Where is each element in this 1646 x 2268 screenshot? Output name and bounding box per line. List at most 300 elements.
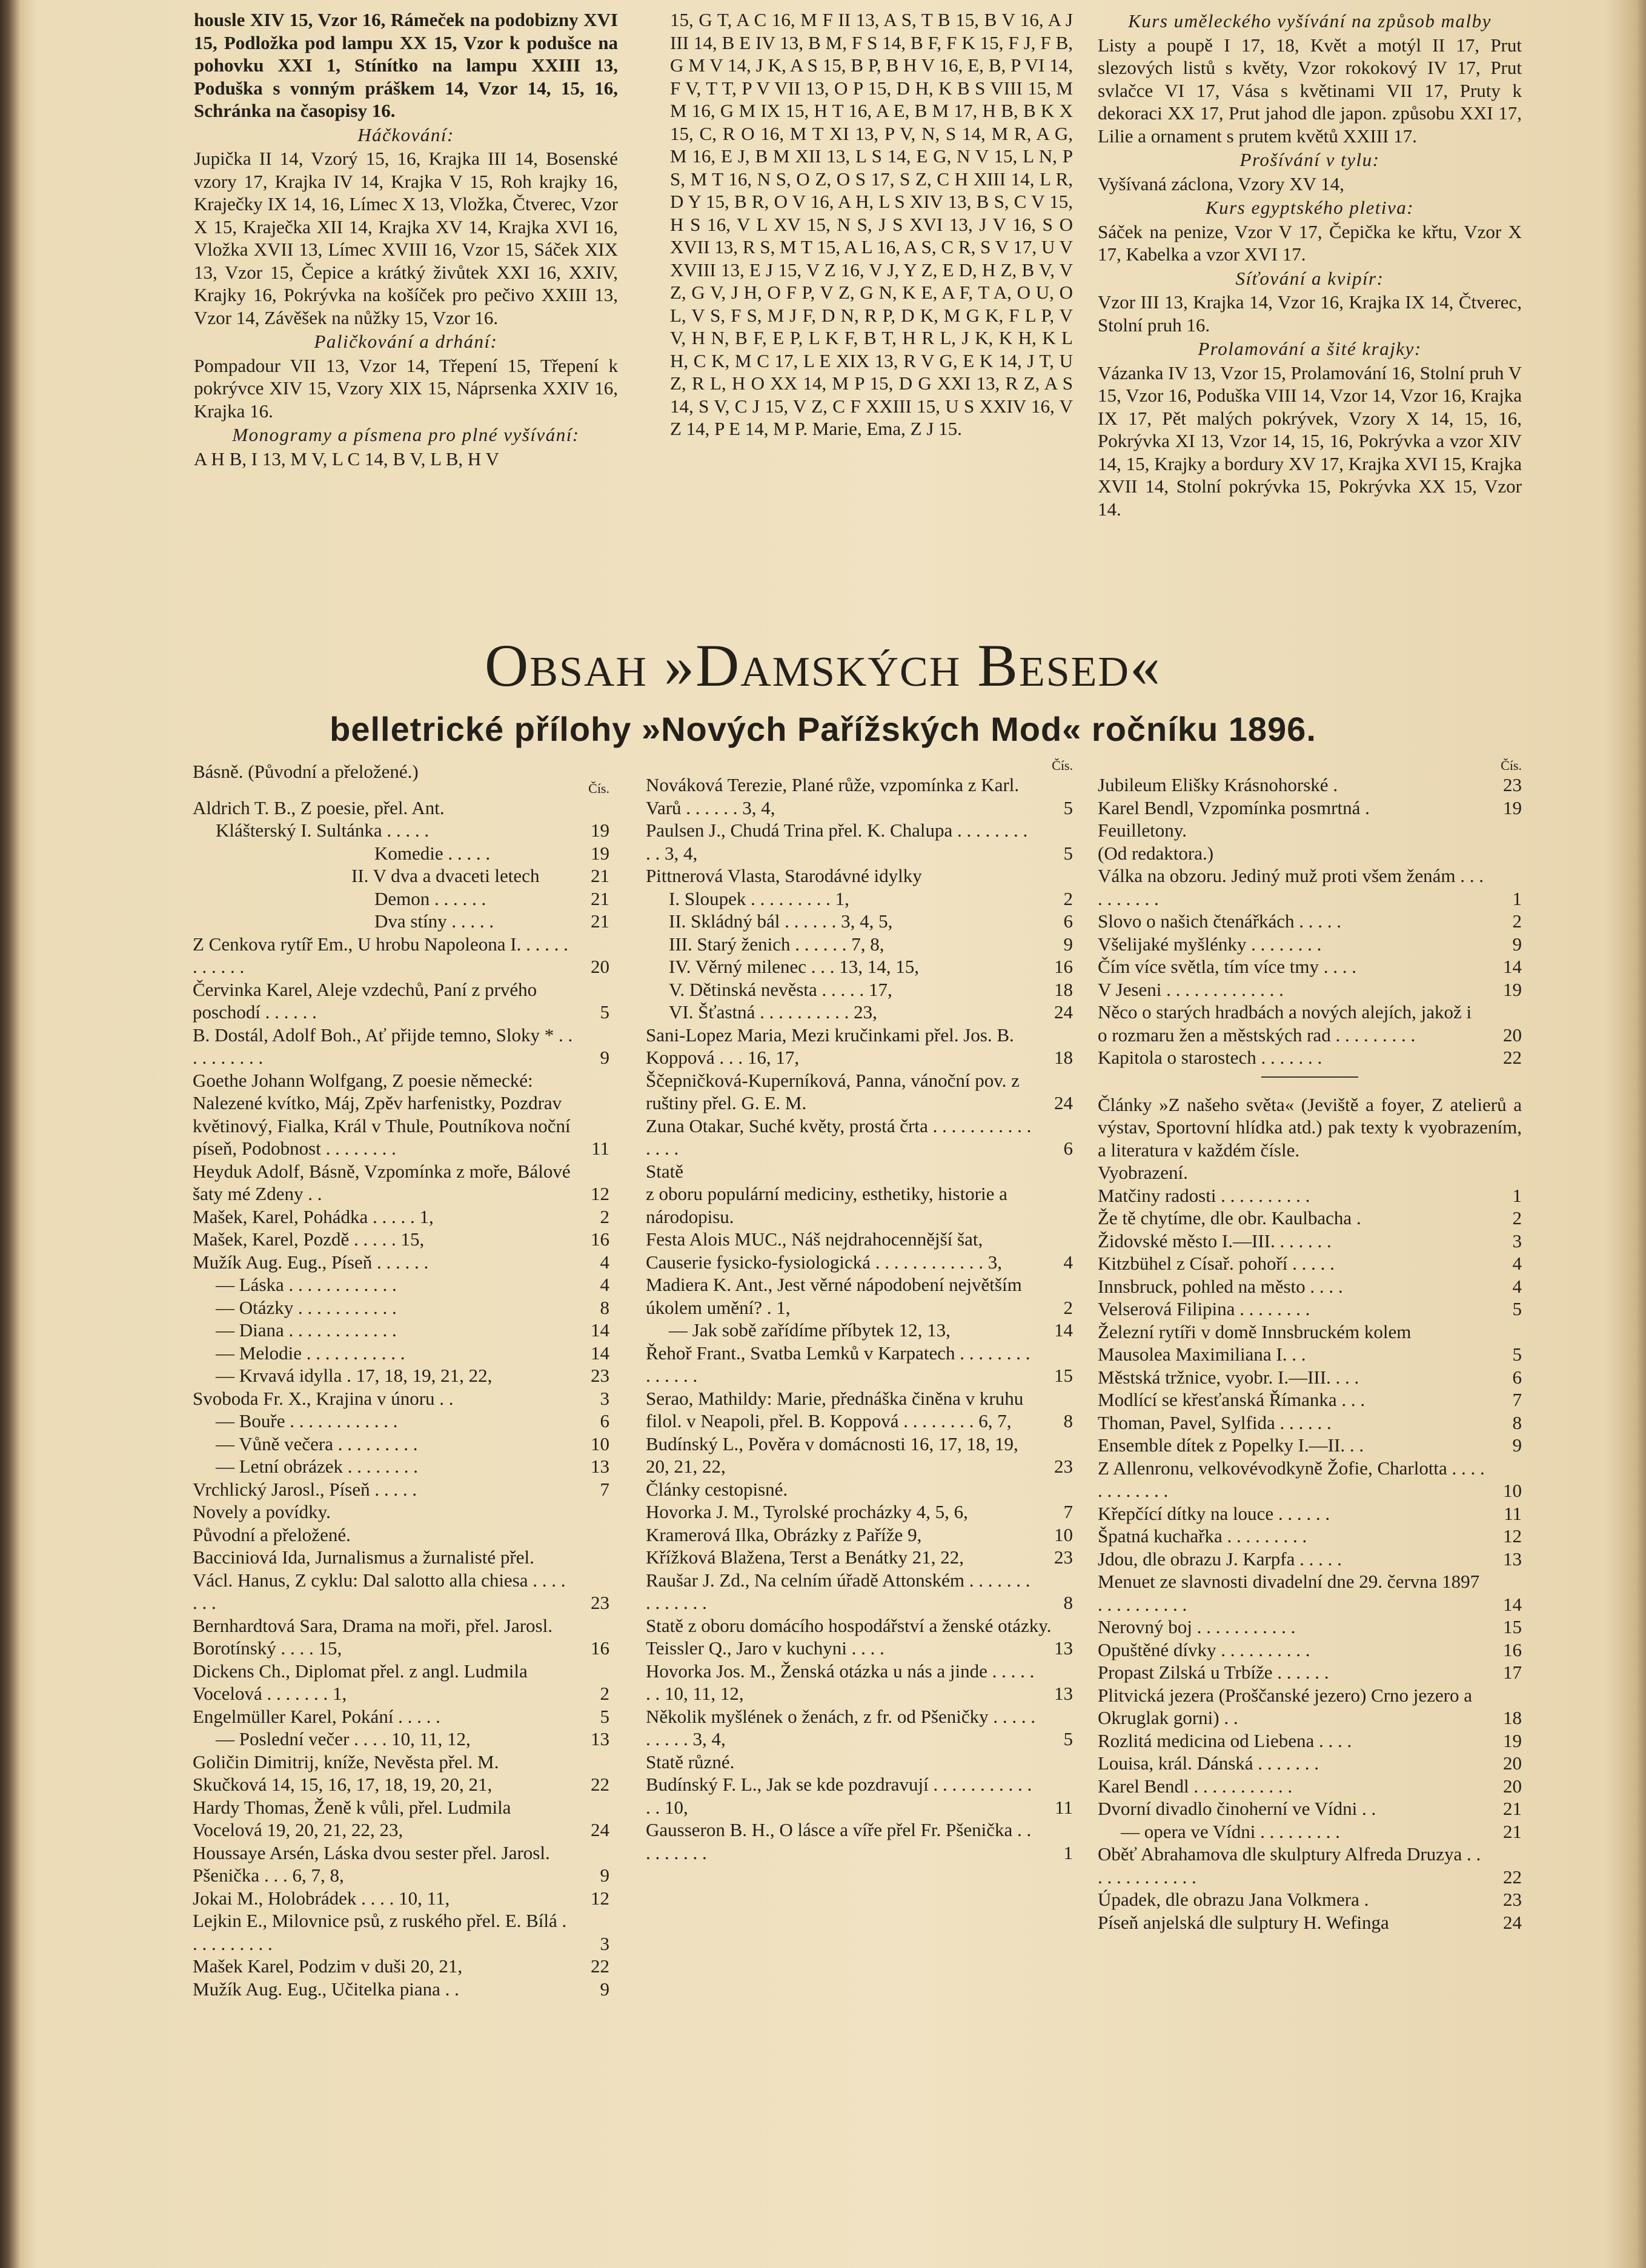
toc-entry-number: 20 — [1503, 1775, 1522, 1797]
toc-entry-title: Hovorka Jos. M., Ženská otázka u nás a jinde . . . . . . . 10, 11, 12, — [646, 1660, 1035, 1704]
toc-entry — [193, 910, 609, 933]
section-heading: Paličkování a drhání: — [314, 331, 498, 352]
toc-entry-number: 10 — [1054, 1524, 1073, 1545]
toc-entry-title: Dvorní divadlo činoherní ve Vídni . . — [1098, 1798, 1376, 1819]
toc-entry-title: IV. Věrný milenec . . . 13, 14, 15, — [669, 956, 919, 977]
paragraph: Jupička II 14, Vzorý 15, 16, Krajka III 14, Bosenské vzory 17, Krajka IV 14, Krajka V 15, Roh krajky 16, Kraječky IX 14, 16, Límec X 13, Vložka, Čtverec, Vzor X 15, Kraječka XII 14, Krajka XV 14, Krajka XVI 16, Vložka XVII 13, Límec XVIII 16, Vzor 15, Sáček XIX 13, Vzor 15, Čepice a krátký živůtek XXI 16, XXIV, Krajky 16, Pokrývka na košíček pro pečivo XXIII 13, Vzor 14, Závěšek na nůžky 15, Vzor 16. — [194, 148, 618, 328]
toc-entry-number: 1 — [1512, 1184, 1522, 1206]
toc-entry — [1098, 1207, 1522, 1230]
toc-entry-number: 9 — [1512, 933, 1522, 955]
toc-entry-number: 8 — [1063, 1592, 1073, 1613]
toc-entry-number: 21 — [591, 910, 609, 932]
toc-entry-number: 5 — [1063, 1728, 1073, 1749]
toc-entry — [1098, 1298, 1522, 1321]
toc-entry — [646, 1569, 1073, 1614]
toc-entry-title: — Krvavá idylla . 17, 18, 19, 21, 22, — [216, 1365, 493, 1386]
toc-entry — [1098, 1252, 1522, 1275]
toc-entry-title: Pittnerová Vlasta, Starodávné idylky — [646, 865, 922, 886]
toc-entry-number: 23 — [591, 1365, 609, 1386]
divider — [1261, 1076, 1358, 1078]
toc-entry-number: 8 — [1063, 1410, 1073, 1431]
toc-entry — [1098, 1820, 1522, 1843]
toc-entry-title: II. Skládný bál . . . . . . 3, 4, 5, — [669, 910, 893, 932]
toc-entry-number: 24 — [1054, 1001, 1073, 1023]
toc-entry — [1098, 1275, 1522, 1298]
toc-entry — [193, 1978, 609, 2001]
toc-entry-title: Louisa, král. Dánská . . . . . . . — [1098, 1752, 1319, 1774]
toc-entry-title: Řehoř Frant., Svatba Lemků v Karpatech . . . . . . . . . . . . . . — [646, 1342, 1030, 1386]
toc-entry-title: Kramerová Ilka, Obrázky z Paříže 9, — [646, 1524, 922, 1545]
toc-entry-number: 21 — [1503, 1820, 1522, 1842]
toc-entry-title: Jokai M., Holobrádek . . . . 10, 11, — [193, 1887, 450, 1909]
toc-entry-number: 13 — [1503, 1548, 1522, 1570]
toc-entry-number: 17 — [1503, 1662, 1522, 1683]
toc-entry — [1098, 1525, 1522, 1548]
toc-entry — [193, 1387, 609, 1410]
toc-entry — [1098, 1001, 1522, 1046]
toc-entry — [646, 864, 1073, 887]
toc-entry — [1098, 1843, 1522, 1888]
paragraph: A H B, I 13, M V, L C 14, B V, L B, H V — [194, 448, 499, 469]
toc-entry-number: 14 — [1054, 1319, 1073, 1341]
toc-entry-number: 18 — [1054, 978, 1073, 1000]
toc-entry — [646, 774, 1073, 819]
toc-entry — [646, 955, 1073, 978]
toc-entry — [646, 1115, 1073, 1160]
toc-entry — [1098, 1911, 1522, 1934]
toc-entry — [646, 1228, 1073, 1273]
toc-entry-title: Bacciniová Ida, Jurnalismus a žurnalisté přel. Václ. Hanus, Z cyklu: Dal salotto alla chiesa . . . . . . . — [193, 1547, 566, 1613]
toc-entry-number: 19 — [1503, 1729, 1522, 1751]
paragraph: Sáček na penize, Vzor V 17, Čepička ke křtu, Vzor X 17, Kabelka a vzor XVI 17. — [1098, 220, 1522, 265]
toc-entry-number: 14 — [591, 1319, 609, 1341]
toc-entry-title: — Letní obrázek . . . . . . . . — [216, 1456, 419, 1477]
toc-entry-number: 5 — [1512, 1344, 1522, 1365]
toc-entry-number: 20 — [591, 956, 609, 977]
toc-entry — [646, 910, 1073, 933]
toc-entry-number: 11 — [1504, 1502, 1522, 1524]
toc-entry — [193, 1410, 609, 1433]
toc-entry-title: Karel Bendl . . . . . . . . . . . — [1098, 1775, 1293, 1797]
toc-entry — [193, 819, 609, 842]
toc-entry-title: Hardy Thomas, Ženě k vůli, přel. Ludmila Vocelová 19, 20, 21, 22, 23, — [193, 1796, 511, 1840]
toc-entry-number: 3 — [1512, 1230, 1522, 1252]
top-column-1 — [194, 8, 618, 470]
toc-entry-number: 8 — [1512, 1411, 1522, 1433]
toc-entry — [193, 1205, 609, 1228]
toc-entry — [193, 1024, 609, 1069]
toc-entry-title: Píseň anjelská dle sulptury H. Wefinga — [1098, 1911, 1389, 1933]
page-title: Obsah »Damských Besed« — [485, 632, 1161, 699]
toc-entry-title: Jubileum Elišky Krásnohorské . — [1098, 774, 1338, 795]
toc-entry — [1098, 933, 1522, 956]
toc-entry — [1098, 1321, 1522, 1366]
toc-entry-number: 9 — [600, 1978, 609, 2000]
toc-entry-number: 13 — [591, 1728, 609, 1749]
toc-entry-title: Heyduk Adolf, Básně, Vzpomínka z moře, Bálové šaty mé Zdeny . . — [193, 1160, 571, 1204]
toc-entry-number: 10 — [591, 1433, 609, 1454]
toc-entry-number: 24 — [591, 1819, 609, 1840]
toc-entry — [646, 933, 1073, 956]
toc-entry-number: 21 — [591, 865, 609, 886]
toc-entry-number: 19 — [1503, 797, 1522, 818]
toc-entry-title: — Jak sobě zařídíme příbytek 12, 13, — [669, 1319, 951, 1341]
toc-entry-title: Městská tržnice, vyobr. I.—III. . . . — [1098, 1366, 1359, 1388]
toc-entry-number: 2 — [1063, 1296, 1073, 1318]
toc-entry-number: 6 — [1512, 1366, 1522, 1388]
toc-entry-number: 15 — [1054, 1365, 1073, 1386]
toc-entry — [193, 1955, 609, 1978]
toc-entry — [646, 1500, 1073, 1524]
number-column-header: Čís. — [1501, 758, 1522, 773]
toc-entry-title: Že tě chytíme, dle obr. Kaulbacha . — [1098, 1207, 1361, 1228]
toc-entry — [1098, 1661, 1522, 1684]
subsection-heading: Statě různé. — [646, 1751, 735, 1772]
toc-entry-number: 4 — [1063, 1251, 1073, 1273]
section-heading: Kurs uměleckého vyšívání na způsob malby — [1128, 10, 1492, 31]
toc-entry — [193, 1228, 609, 1251]
toc-entry-title: Dickens Ch., Diplomat přel. z angl. Ludmila Vocelová . . . . . . . 1, — [193, 1660, 528, 1704]
subsection-heading: z oboru populární mediciny, esthetiky, historie a národopisu. — [646, 1183, 1007, 1227]
toc-entry — [646, 1524, 1073, 1547]
toc-entry-number: 19 — [591, 820, 609, 841]
section-heading: Kurs egyptského pletiva: — [1205, 197, 1415, 218]
toc-entry-title: Vrchlický Jarosl., Píseň . . . . . — [193, 1478, 417, 1500]
toc-entry — [193, 1433, 609, 1456]
toc-entry-title: Karel Bendl, Vzpomínka posmrtná . — [1098, 797, 1370, 818]
toc-entry-title: I. Sloupek . . . . . . . . . 1, — [669, 887, 849, 909]
toc-entry — [646, 1319, 1073, 1342]
toc-entry-number: 12 — [1503, 1525, 1522, 1547]
toc-entry-number: 5 — [1512, 1298, 1522, 1319]
toc-entry — [646, 1273, 1073, 1319]
toc-entry-number: 23 — [1054, 1547, 1073, 1568]
section-heading: Vyobrazení. — [1098, 1162, 1188, 1183]
toc-entry — [193, 1705, 609, 1728]
toc-entry-number: 4 — [1512, 1253, 1522, 1274]
section-heading: Prolamování a šité krajky: — [1198, 338, 1422, 359]
toc-entry-number: 18 — [1503, 1707, 1522, 1728]
top-column-3 — [1098, 8, 1522, 520]
toc-entry — [646, 1069, 1073, 1115]
toc-entry-title: Aldrich T. B., Z poesie, přel. Ant. — [193, 797, 445, 818]
toc-entry-title: Serao, Mathildy: Marie, přednáška činěna v kruhu filol. v Neapoli, přel. B. Koppová . . . . . . . . 6, 7, — [646, 1387, 1024, 1431]
toc-entry-number: 11 — [1055, 1796, 1073, 1818]
toc-entry-number: 20 — [1503, 1752, 1522, 1774]
toc-entry-title: — Otázky . . . . . . . . . . . — [216, 1296, 397, 1318]
toc-entry-number: 18 — [1054, 1047, 1073, 1068]
toc-entry — [646, 1773, 1073, 1819]
toc-entry-title: Bernhardtová Sara, Drama na moři, přel. Jarosl. Borotínský . . . . 15, — [193, 1614, 553, 1659]
toc-entry — [1098, 1888, 1522, 1911]
toc-entry — [646, 1024, 1073, 1069]
toc-entry-title: Nerovný boj . . . . . . . . . . . — [1098, 1616, 1296, 1637]
toc-entry-title: Slovo o našich čtenářkách . . . . . — [1098, 910, 1342, 932]
toc-entry — [193, 864, 609, 887]
toc-entry-title: Svoboda Fr. X., Krajina v únoru . . — [193, 1387, 454, 1409]
toc-entry — [193, 1319, 609, 1342]
toc-entry — [1098, 797, 1522, 820]
toc-entry-number: 14 — [591, 1342, 609, 1364]
toc-entry-title: — Bouře . . . . . . . . . . . . — [216, 1410, 398, 1431]
toc-entry-title: — Láska . . . . . . . . . . . . — [216, 1274, 397, 1295]
toc-entry-title: Hovorka J. M., Tyrolské procházky 4, 5, 6, — [646, 1501, 968, 1522]
toc-entry-number: 7 — [1512, 1389, 1522, 1410]
toc-entry — [1098, 864, 1522, 910]
toc-entry-number: 12 — [591, 1183, 609, 1204]
toc-entry — [1098, 1184, 1522, 1207]
toc-entry-number: 3 — [600, 1387, 609, 1409]
section-heading: Monogramy a písmena pro plné vyšívání: — [232, 424, 580, 445]
number-column-header: Čís. — [588, 780, 609, 796]
toc-entry-title: Zuna Otakar, Suché květy, prostá črta . . . . . . . . . . . . . . . — [646, 1115, 1032, 1159]
toc-entry-number: 7 — [1063, 1501, 1073, 1522]
section-heading: Novely a povídky. — [193, 1501, 331, 1522]
toc-entry-title: Křížková Blažena, Terst a Benátky 21, 22, — [646, 1547, 964, 1568]
toc-entry-title: Plitvická jezera (Proščanské jezero) Crno jezero a Okruglak gorni) . . — [1098, 1684, 1472, 1728]
paragraph: 15, G T, A C 16, M F II 13, A S, T B 15, B V 16, A J III 14, B E IV 13, B M, F S 14, B F, F K 15, F J, F B, G M V 14, J K, A S 15, B P, B H V 16, E, B, P VI 14, F V, T T, P V VII 13, O P 15, D H, K B S VIII 15, M M 16, G M IX 15, H T 16, A E, B M 17, H B, B K X 15, C, R O 16, M T XI 13, P V, N, S 14, M R, A G, M 16, E J, B M XII 13, L S 14, E G, N V 15, L N, P S, M T 16, N S, O Z, O S 17, S Z, C H XIII 14, L R, D Y 15, B R, O V 16, A H, L S XIV 13, B S, C V 15, H S 16, V L XV 15, N S, J S XVI 13, J V 16, S O XVII 13, R S, M T 15, A L 16, A S, C R, S V 17, U V XVIII 13, E J 15, V Z 16, V J, Y Z, E D, H Z, B V, V Z, G V, J H, O F P, V Z, G N, K E, A F, T A, O U, O L, V S, F S, M J F, D N, R P, D K, M G K, F L P, V V, H N, B F, E P, L K F, B T, H R L, J K, K H, K L H, C K, M C 17, L E XIX 13, R V G, E K 14, J T, U Z, R L, H O XX 14, M P 15, D G XXI 13, R Z, A S 14, S V, C J 15, V Z, C F XXIII 15, U S XXIV 16, V Z 14, P E 14, M P. Marie, Ema, Z J 15. — [670, 9, 1073, 439]
toc-entry — [1098, 1775, 1522, 1798]
toc-entry-title: Lejkin E., Milovnice psů, z ruského přel. E. Bílá . . . . . . . . . . — [193, 1910, 567, 1954]
toc-entry-title: Velserová Filipina . . . . . . . . — [1098, 1298, 1310, 1319]
toc-entry-number: 9 — [600, 1047, 609, 1068]
toc-entry-number: 6 — [1063, 910, 1073, 932]
toc-entry — [193, 1614, 609, 1660]
toc-entry-title: Gausseron B. H., O lásce a víře přel Fr. Pšenička . . . . . . . . . — [646, 1819, 1032, 1863]
paragraph: Vyšívaná záclona, Vzory XV 14, — [1098, 173, 1344, 194]
toc-entry-title: Propast Zilská u Trbíže . . . . . . — [1098, 1662, 1329, 1683]
toc-entry — [646, 1001, 1073, 1024]
toc-entry-title: Z Allenronu, velkovévodkyně Žofie, Charlotta . . . . . . . . . . . . — [1098, 1457, 1485, 1501]
paragraph: Vázanka IV 13, Vzor 15, Prolamování 16, Stolní pruh V 15, Vzor 16, Poduška VIII 14, Vzor 14, Vzor 16, Krajka IX 17, Pět malých pokrývek, Vzory X 14, 15, 16, Pokrývka XI 13, Vzor 14, 15, 16, Pokrývka a vzor XIV 14, 15, Krajky a bordury XV 17, Krajka XVI 15, Krajka XVII 14, Stolní pokrývka 15, Pokrývka XX 15, Vzor 14. — [1098, 362, 1522, 520]
paragraph: Pompadour VII 13, Vzor 14, Třepení 15, Třepení k pokrývce XIV 15, Vzory XIX 15, Náprsenka XXIV 16, Krajka 16. — [194, 354, 618, 422]
toc-entry-title: — Diana . . . . . . . . . . . . — [216, 1319, 397, 1341]
toc-entry — [1098, 1570, 1522, 1616]
subsection-heading: Původní a přeložené. — [193, 1524, 351, 1545]
toc-entry-number: 4 — [600, 1251, 609, 1273]
toc-entry-title: Mašek, Karel, Pohádka . . . . . 1, — [193, 1205, 434, 1227]
toc-entry — [193, 842, 609, 865]
toc-entry — [1098, 1388, 1522, 1411]
toc-entry-title: — Vůně večera . . . . . . . . . — [216, 1433, 418, 1454]
toc-entry — [1098, 1366, 1522, 1389]
toc-entry-number: 2 — [1063, 887, 1073, 909]
toc-entry-title: Rozlitá medicina od Liebena . . . . — [1098, 1729, 1352, 1751]
toc-entry-title: Nováková Terezie, Plané růže, vzpomínka z Karl. Varů . . . . . . 3, 4, — [646, 774, 1020, 818]
paragraph: housle XIV 15, Vzor 16, Rámeček na podobizny XVI 15, Podložka pod lampu XX 15, Vzor k podušce na pohovku XXI 1, Stínítko na lampu XXIII 13, Poduška s vonným práškem 14, Vzor 14, 15, 16, Schránka na časopisy 16. — [194, 9, 618, 121]
toc-entry-number: 21 — [591, 887, 609, 909]
top-column-2 — [670, 8, 1073, 440]
toc-entry-number: 14 — [1503, 956, 1522, 977]
toc-entry-title: Mašek Karel, Podzim v duši 20, 21, — [193, 1955, 463, 1977]
page-subtitle: belletrické přílohy »Nových Pařížských Mod« ročníku 1896. — [330, 710, 1316, 748]
toc-entry-number: 22 — [591, 1955, 609, 1977]
toc-entry-title: Válka na obzoru. Jediný muž proti všem ženám . . . . . . . . . . — [1098, 865, 1484, 909]
toc-entry-title: Mužík Aug. Eug., Učitelka piana . . — [193, 1978, 459, 2000]
toc-entry-title: Demon . . . . . . — [374, 887, 486, 909]
toc-entry-title: Několik myšlének o ženách, z fr. od Pšeničky . . . . . . . . . . 3, 4, — [646, 1705, 1036, 1749]
toc-entry-number: 22 — [591, 1774, 609, 1795]
toc-entry-number: 16 — [591, 1228, 609, 1250]
toc-entry — [1098, 774, 1522, 797]
toc-entry-title: Budínský L., Pověra v domácnosti 16, 17, 18, 19, 20, 21, 22, — [646, 1433, 1018, 1477]
toc-entry — [646, 887, 1073, 910]
toc-entry-number: 23 — [591, 1592, 609, 1613]
toc-entry-title: Úpadek, dle obrazu Jana Volkmera . — [1098, 1889, 1369, 1910]
toc-entry-number: 19 — [591, 842, 609, 864]
toc-entry — [646, 1819, 1073, 1864]
toc-entry — [193, 1364, 609, 1387]
toc-entry-title: II. V dva a dvaceti letech — [351, 865, 540, 886]
toc-entry — [193, 1251, 609, 1274]
toc-entry — [1098, 978, 1522, 1001]
section-heading: Básně. (Původní a přeložené.) — [193, 761, 419, 782]
toc-entry — [1098, 1502, 1522, 1525]
toc-entry-title: VI. Šťastná . . . . . . . . . . 23, — [669, 1001, 877, 1023]
toc-entry-number: 5 — [600, 1705, 609, 1727]
toc-entry-title: Kapitola o starostech . . . . . . . — [1098, 1047, 1322, 1068]
toc-entry-title: V. Dětinská nevěsta . . . . . 17, — [669, 978, 892, 1000]
toc-entry-number: 14 — [1503, 1593, 1522, 1615]
toc-entry — [193, 1751, 609, 1796]
toc-entry-title: Matčiny radosti . . . . . . . . . . — [1098, 1184, 1310, 1206]
toc-entry — [1098, 1616, 1522, 1639]
toc-entry — [1098, 1434, 1522, 1457]
toc-entry-title: III. Starý ženich . . . . . . 7, 8, — [669, 933, 884, 955]
toc-entry — [1098, 1548, 1522, 1571]
toc-entry — [193, 797, 609, 820]
toc-entry — [1098, 1230, 1522, 1253]
toc-entry — [193, 1273, 609, 1296]
section-heading: Háčkování: — [357, 124, 454, 145]
toc-entry-title: Špatná kuchařka . . . . . . . . . — [1098, 1525, 1307, 1547]
toc-entry — [646, 1705, 1073, 1751]
toc-entry — [193, 1455, 609, 1478]
toc-entry-title: Madiera K. Ant., Jest věrné nápodobení největším úkolem umění? . 1, — [646, 1274, 1022, 1318]
toc-entry-title: Mužík Aug. Eug., Píseň . . . . . . — [193, 1251, 429, 1273]
toc-entry — [1098, 1457, 1522, 1502]
toc-entry-title: Červinka Karel, Aleje vzdechů, Paní z prvého poschodí . . . . . . — [193, 978, 537, 1023]
toc-entry-title: Z Cenkova rytíř Em., U hrobu Napoleona I. . . . . . . . . . . . — [193, 933, 568, 977]
toc-entry-title: — opera ve Vídni . . . . . . . . . — [1121, 1820, 1340, 1842]
toc-entry-number: 16 — [1503, 1639, 1522, 1660]
toc-entry-title: Ensemble dítek z Popelky I.—II. . . — [1098, 1434, 1364, 1456]
toc-entry — [193, 978, 609, 1024]
toc-entry-title: Festa Alois MUC., Náš nejdrahocennější šat, Causerie fysicko-fysiologická . . . . . . . . . . . . 3, — [646, 1228, 1003, 1273]
toc-entry-title: Křepčící dítky na louce . . . . . . — [1098, 1502, 1330, 1524]
subsection-heading: (Od redaktora.) — [1098, 842, 1214, 864]
toc-entry — [1098, 1752, 1522, 1775]
subsection-heading: Články cestopisné. — [646, 1478, 788, 1500]
toc-entry-title: Kitzbühel z Císař. pohoří . . . . . — [1098, 1253, 1335, 1274]
toc-entry-title: Goličin Dimitrij, kníže, Nevěsta přel. M. Skučková 14, 15, 16, 17, 18, 19, 20, 21, — [193, 1751, 499, 1795]
toc-entry — [646, 1387, 1073, 1433]
toc-entry — [1098, 1639, 1522, 1662]
toc-entry-title: — Poslední večer . . . . 10, 11, 12, — [216, 1728, 471, 1749]
toc-entry — [1098, 910, 1522, 933]
subsection-heading: Statě z oboru domácího hospodářství a ženské otázky. — [646, 1614, 1052, 1636]
toc-entry-number: 24 — [1503, 1911, 1522, 1933]
toc-entry-title: Innsbruck, pohled na město . . . . — [1098, 1275, 1343, 1297]
section-heading: Prošívání v tylu: — [1239, 149, 1380, 170]
toc-entry — [193, 1660, 609, 1705]
toc-entry-title: Železní rytíři v domě Innsbruckém kolem Mausolea Maximiliana I. . . — [1098, 1321, 1412, 1365]
toc-entry — [193, 1728, 609, 1751]
toc-entry — [646, 819, 1073, 864]
toc-entry-title: Ščepničková-Kuperníková, Panna, vánoční pov. z ruštiny přel. G. E. M. — [646, 1069, 1020, 1113]
toc-entry — [1098, 1046, 1522, 1069]
toc-entry-title: Menuet ze slavnosti divadelní dne 29. června 1897 . . . . . . . . . . — [1098, 1571, 1480, 1615]
toc-entry-number: 22 — [1503, 1047, 1522, 1068]
toc-entry-number: 19 — [1503, 978, 1522, 1000]
section-heading: Statě — [646, 1160, 683, 1182]
toc-entry — [193, 1909, 609, 1955]
toc-entry-number: 13 — [591, 1456, 609, 1477]
toc-entry-number: 7 — [600, 1478, 609, 1500]
toc-entry — [646, 1433, 1073, 1478]
toc-entry-number: 1 — [1512, 887, 1522, 909]
toc-column-3 — [1098, 760, 1522, 1934]
toc-entry-number: 9 — [600, 1865, 609, 1886]
toc-entry-title: Opuštěné dívky . . . . . . . . . . — [1098, 1639, 1310, 1660]
toc-entry-title: Houssaye Arsén, Láska dvou sester přel. Jarosl. Pšenička . . . 6, 7, 8, — [193, 1842, 550, 1886]
toc-entry-number: 20 — [1503, 1024, 1522, 1046]
toc-entry — [646, 1637, 1073, 1660]
toc-entry — [193, 1069, 609, 1160]
paragraph: Listy a poupě I 17, 18, Květ a motýl II 17, Prut slezových listů s květy, Vzor rokokový IV 17, Prut svlačce VI 17, Vása s květinami VII 17, Pruty k dekoraci XX 17, Prut jahod dle japon. způsobu XXI 17, Lilie a ornament s prutem květů XXIII 17. — [1098, 34, 1522, 147]
toc-entry-title: Všelijaké myšlénky . . . . . . . . — [1098, 933, 1322, 955]
toc-entry-number: 2 — [1512, 1207, 1522, 1228]
toc-entry-number: 4 — [600, 1274, 609, 1295]
toc-entry — [1098, 1411, 1522, 1434]
toc-entry-title: Goethe Johann Wolfgang, Z poesie německé: Nalezené kvítko, Máj, Zpěv harfenistky, Pozdrav květinový, Fialka, Král v Thule, Poutníkova noční píseň, Podobnost . . . . . . . . — [193, 1069, 571, 1159]
toc-entry-title: Čím více světla, tím více tmy . . . . — [1098, 956, 1357, 977]
toc-entry-number: 23 — [1503, 1889, 1522, 1910]
toc-entry-number: 6 — [1063, 1138, 1073, 1159]
toc-entry-title: — Melodie . . . . . . . . . . . — [216, 1342, 405, 1364]
toc-entry-number: 2 — [600, 1205, 609, 1227]
toc-entry — [193, 1842, 609, 1887]
toc-entry-number: 3 — [600, 1932, 609, 1954]
toc-column-2 — [646, 760, 1073, 1864]
toc-entry-number: 6 — [600, 1410, 609, 1431]
toc-entry — [193, 1296, 609, 1319]
toc-entry-number: 15 — [1503, 1616, 1522, 1637]
toc-entry-title: Raušar J. Zd., Na celním úřadě Attonském . . . . . . . . . . . . . . — [646, 1569, 1030, 1613]
toc-entry-number: 5 — [600, 1001, 609, 1023]
toc-entry — [1098, 1729, 1522, 1752]
toc-entry-title: Mašek, Karel, Pozdě . . . . . 15, — [193, 1228, 425, 1250]
toc-entry-title: Paulsen J., Chudá Trina přel. K. Chalupa . . . . . . . . . . 3, 4, — [646, 820, 1028, 864]
toc-entry-number: 23 — [1054, 1456, 1073, 1477]
toc-entry-number: 24 — [1054, 1092, 1073, 1113]
toc-entry-title: Komedie . . . . . — [374, 842, 491, 864]
toc-entry — [1098, 955, 1522, 978]
toc-entry — [193, 1342, 609, 1365]
toc-entry-number: 2 — [1512, 910, 1522, 932]
toc-entry-number: 10 — [1503, 1480, 1522, 1501]
toc-entry-number: 2 — [600, 1683, 609, 1704]
toc-entry-number: 12 — [591, 1887, 609, 1909]
toc-entry-number: 5 — [1063, 842, 1073, 864]
toc-entry-title: V Jeseni . . . . . . . . . . . . . — [1098, 978, 1284, 1000]
toc-entry-number: 21 — [1503, 1798, 1522, 1819]
toc-entry — [646, 1660, 1073, 1705]
toc-entry-title: Teissler Q., Jaro v kuchyni . . . . — [646, 1637, 884, 1659]
toc-entry-number: 9 — [1512, 1434, 1522, 1456]
toc-entry-number: 23 — [1503, 774, 1522, 795]
toc-entry-title: Klášterský I. Sultánka . . . . . — [216, 820, 430, 841]
